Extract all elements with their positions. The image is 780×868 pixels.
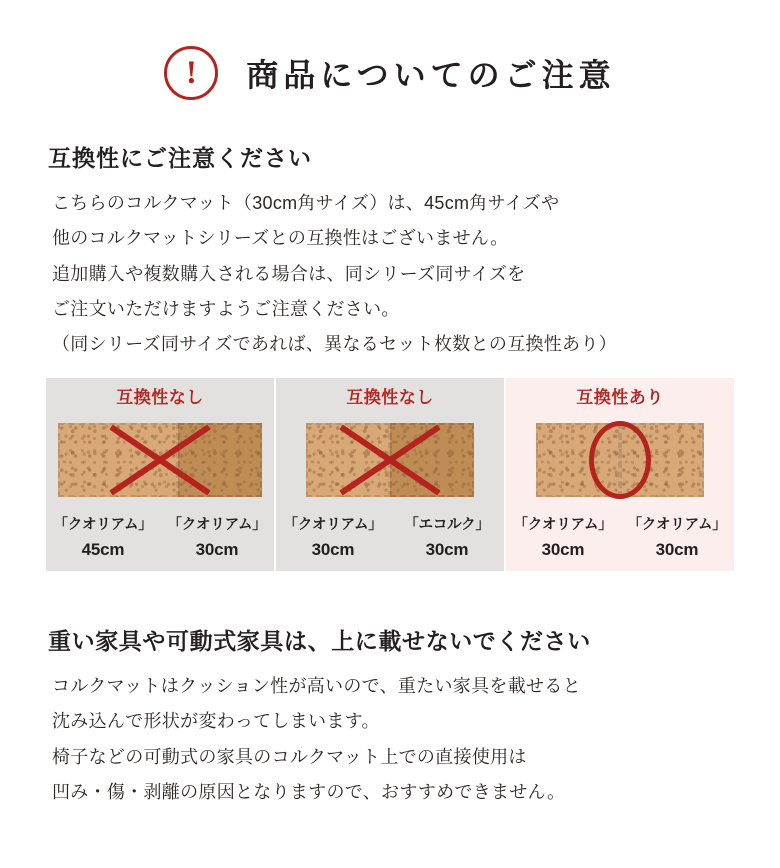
section1-heading: 互換性にご注意ください (48, 145, 312, 171)
product-name: 「クオリアム」 (283, 517, 383, 534)
group-1-badge: 互換性なし (46, 378, 274, 412)
product-name: 「クオリアム」 (53, 517, 153, 534)
group-2-illustration (276, 412, 504, 508)
section1-line: ご注文いただけますようご注意ください。 (52, 298, 400, 319)
product-name: 「クオリアム」 (627, 517, 727, 534)
section1-line: （同シリーズ同サイズであれば、異なるセット枚数との互換性あり） (52, 334, 617, 355)
furniture-section (0, 623, 780, 804)
section2-heading: 重い家具や可動式家具は、上に載せないでください (48, 628, 591, 655)
product-size: 30cm (195, 539, 239, 559)
group-2-badge: 互換性なし (276, 378, 504, 412)
cork-mat-small (178, 423, 262, 497)
product-name: 「エコルク」 (404, 517, 490, 534)
section2-line: 沈み込んで形状が変わってしまいます。 (52, 711, 380, 732)
section1-body (52, 191, 736, 356)
mat-pair (306, 423, 474, 497)
cork-mat-right (390, 423, 474, 497)
section2-line: 椅子などの可動式の家具のコルクマット上での直接使用は (52, 746, 527, 767)
cork-mat-left (536, 423, 620, 497)
caption-right (160, 515, 274, 562)
caption-left (46, 515, 160, 562)
product-size: 30cm (541, 539, 585, 559)
section1-line: 追加購入や複数購入される場合は、同シリーズ同サイズを (52, 263, 526, 284)
group-3-captions (506, 508, 734, 571)
caption-left (506, 515, 620, 562)
product-name: 「クオリアム」 (513, 517, 613, 534)
group-3-badge: 互換性あり (506, 378, 734, 412)
comparison-group-2 (276, 378, 504, 571)
group-3-illustration (506, 412, 734, 508)
comparison-group-1 (46, 378, 274, 571)
page-title: 商品についてのご注意 (246, 57, 616, 93)
product-size: 45cm (81, 539, 125, 559)
group-1-illustration (46, 412, 274, 508)
product-size: 30cm (311, 539, 355, 559)
product-size: 30cm (425, 539, 469, 559)
product-name: 「クオリアム」 (167, 517, 267, 534)
exclamation-circle-icon (164, 46, 218, 100)
group-2-captions (276, 508, 504, 571)
cork-mat-large (58, 423, 178, 497)
compatibility-section (0, 140, 780, 571)
mat-pair (536, 423, 704, 497)
product-size: 30cm (655, 539, 699, 559)
section1-line: こちらのコルクマット（30cm角サイズ）は、45cm角サイズや (52, 193, 560, 213)
exclamation-mark: ! (185, 55, 197, 91)
cork-mat-left (306, 423, 390, 497)
caption-left (276, 515, 390, 562)
caption-right (620, 515, 734, 562)
comparison-group-3 (506, 378, 734, 571)
section2-line: 凹み・傷・剥離の原因となりますので、おすすめできません。 (52, 782, 566, 803)
mat-pair (58, 423, 262, 497)
page-header (0, 0, 780, 100)
group-1-captions (46, 508, 274, 571)
section2-body (52, 674, 736, 804)
section2-line: コルクマットはクッション性が高いので、重たい家具を載せると (52, 676, 581, 697)
cork-mat-right (620, 423, 704, 497)
section1-line: 他のコルクマットシリーズとの互換性はございません。 (52, 228, 509, 249)
compatibility-comparison (44, 378, 736, 571)
caption-right (390, 515, 504, 562)
